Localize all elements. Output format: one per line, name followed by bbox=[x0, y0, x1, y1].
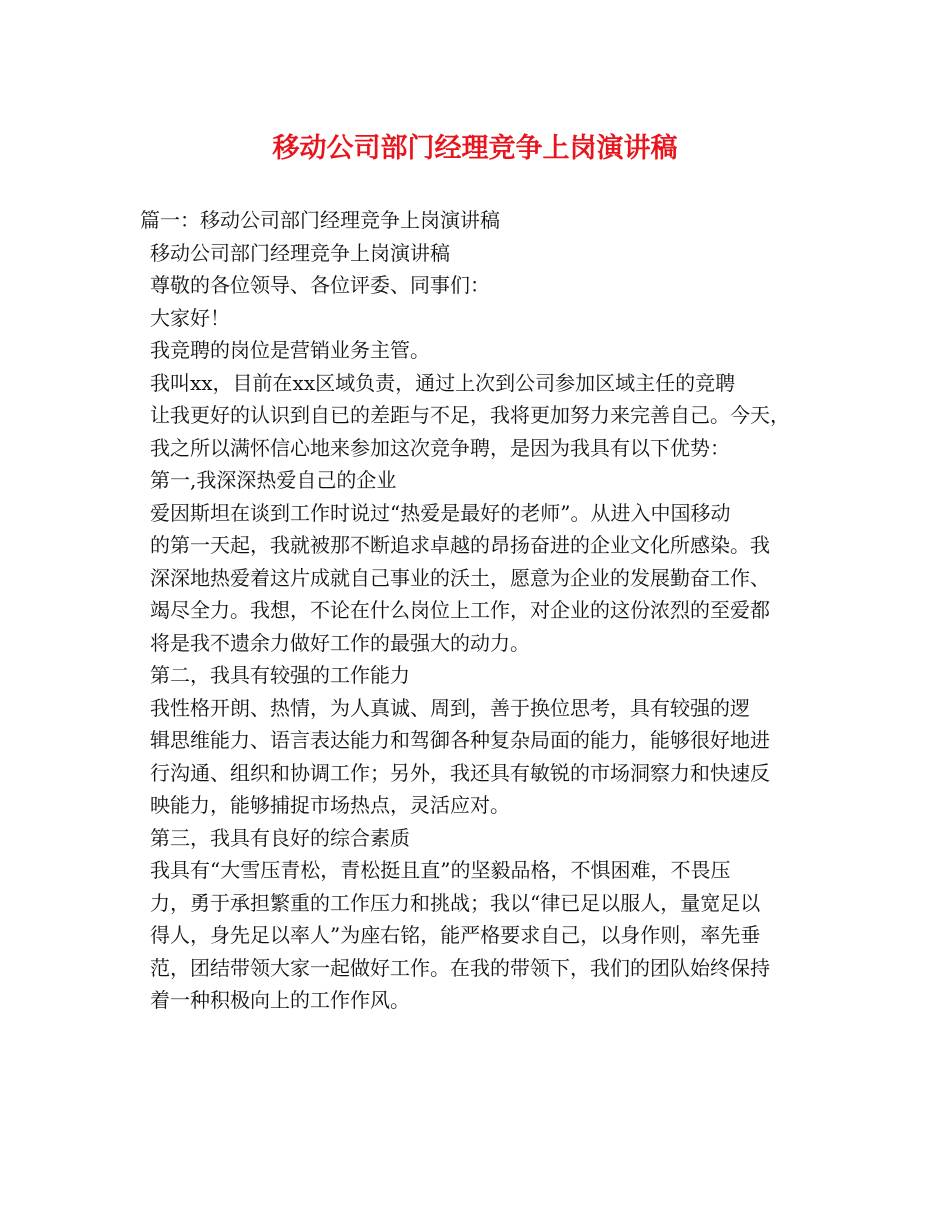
text-line: 辑思维能力、语言表达能力和驾御各种复杂局面的能力，能够很好地进 bbox=[150, 728, 770, 752]
paragraph bbox=[140, 822, 820, 855]
text-line: 我性格开朗、热情，为人真诚、周到，善于换位思考，具有较强的逻 bbox=[150, 695, 750, 720]
text-line: 爱因斯坦在谈到工作时说过“热爱是最好的老师”。从进入中国移动 bbox=[150, 500, 731, 525]
text-line: 让我更好的认识到自已的差距与不足，我将更加努力来完善自己。今天， bbox=[150, 403, 790, 427]
text-line: 行沟通、组织和协调工作；另外，我还具有敏锐的市场洞察力和快速反 bbox=[150, 760, 770, 785]
document-body bbox=[140, 204, 820, 1017]
paragraph bbox=[140, 854, 820, 1017]
document-title: 移动公司部门经理竞争上岗演讲稿 bbox=[272, 133, 678, 164]
text-line: 范，团结带领大家一起做好工作。在我的带领下，我们的团队始终保持 bbox=[150, 955, 770, 980]
paragraph bbox=[140, 464, 820, 497]
text-line: 我叫xx，目前在xx区域负责，通过上次到公司参加区域主任的竞聘 bbox=[150, 370, 736, 395]
text-line: 竭尽全力。我想，不论在什么岗位上工作，对企业的这份浓烈的至爱都 bbox=[150, 598, 770, 622]
text-line: 第一,我深深热爱自己的企业 bbox=[150, 468, 397, 492]
paragraph bbox=[140, 269, 820, 302]
text-line: 尊敬的各位领导、各位评委、同事们： bbox=[150, 273, 490, 297]
text-line: 移动公司部门经理竞争上岗演讲稿 bbox=[150, 240, 450, 265]
text-line: 得人，身先足以率人”为座右铭，能严格要求自己，以身作则，率先垂 bbox=[150, 923, 761, 947]
text-line: 第二，我具有较强的工作能力 bbox=[150, 663, 410, 687]
text-line: 大家好！ bbox=[150, 305, 230, 330]
text-line: 篇一：移动公司部门经理竞争上岗演讲稿 bbox=[140, 208, 500, 232]
text-line: 深深地热爱着这片成就自己事业的沃土，愿意为企业的发展勤奋工作、 bbox=[150, 565, 770, 590]
paragraph bbox=[140, 237, 820, 270]
text-line: 我具有“大雪压青松，青松挺且直”的坚毅品格，不惧困难，不畏压 bbox=[150, 858, 731, 882]
text-line: 映能力，能够捕捉市场热点，灵活应对。 bbox=[150, 793, 510, 817]
text-line: 力，勇于承担繁重的工作压力和挑战；我以“律已足以服人，量宽足以 bbox=[150, 890, 761, 915]
text-line: 我之所以满怀信心地来参加这次竞争聘，是因为我具有以下优势： bbox=[150, 435, 730, 460]
text-line: 的第一天起，我就被那不断追求卓越的昂扬奋进的企业文化所感染。我 bbox=[150, 533, 770, 557]
text-line: 着一种积极向上的工作作风。 bbox=[150, 988, 410, 1012]
paragraph bbox=[140, 367, 820, 465]
paragraph bbox=[140, 497, 820, 660]
text-line: 将是我不遗余力做好工作的最强大的动力。 bbox=[150, 630, 530, 655]
paragraph bbox=[140, 334, 820, 367]
text-line: 第三，我具有良好的综合素质 bbox=[150, 825, 410, 850]
paragraph bbox=[140, 204, 820, 237]
paragraph bbox=[140, 302, 820, 335]
paragraph bbox=[140, 659, 820, 692]
text-line: 我竞聘的岗位是营销业务主管。 bbox=[150, 338, 430, 362]
paragraph bbox=[140, 692, 820, 822]
